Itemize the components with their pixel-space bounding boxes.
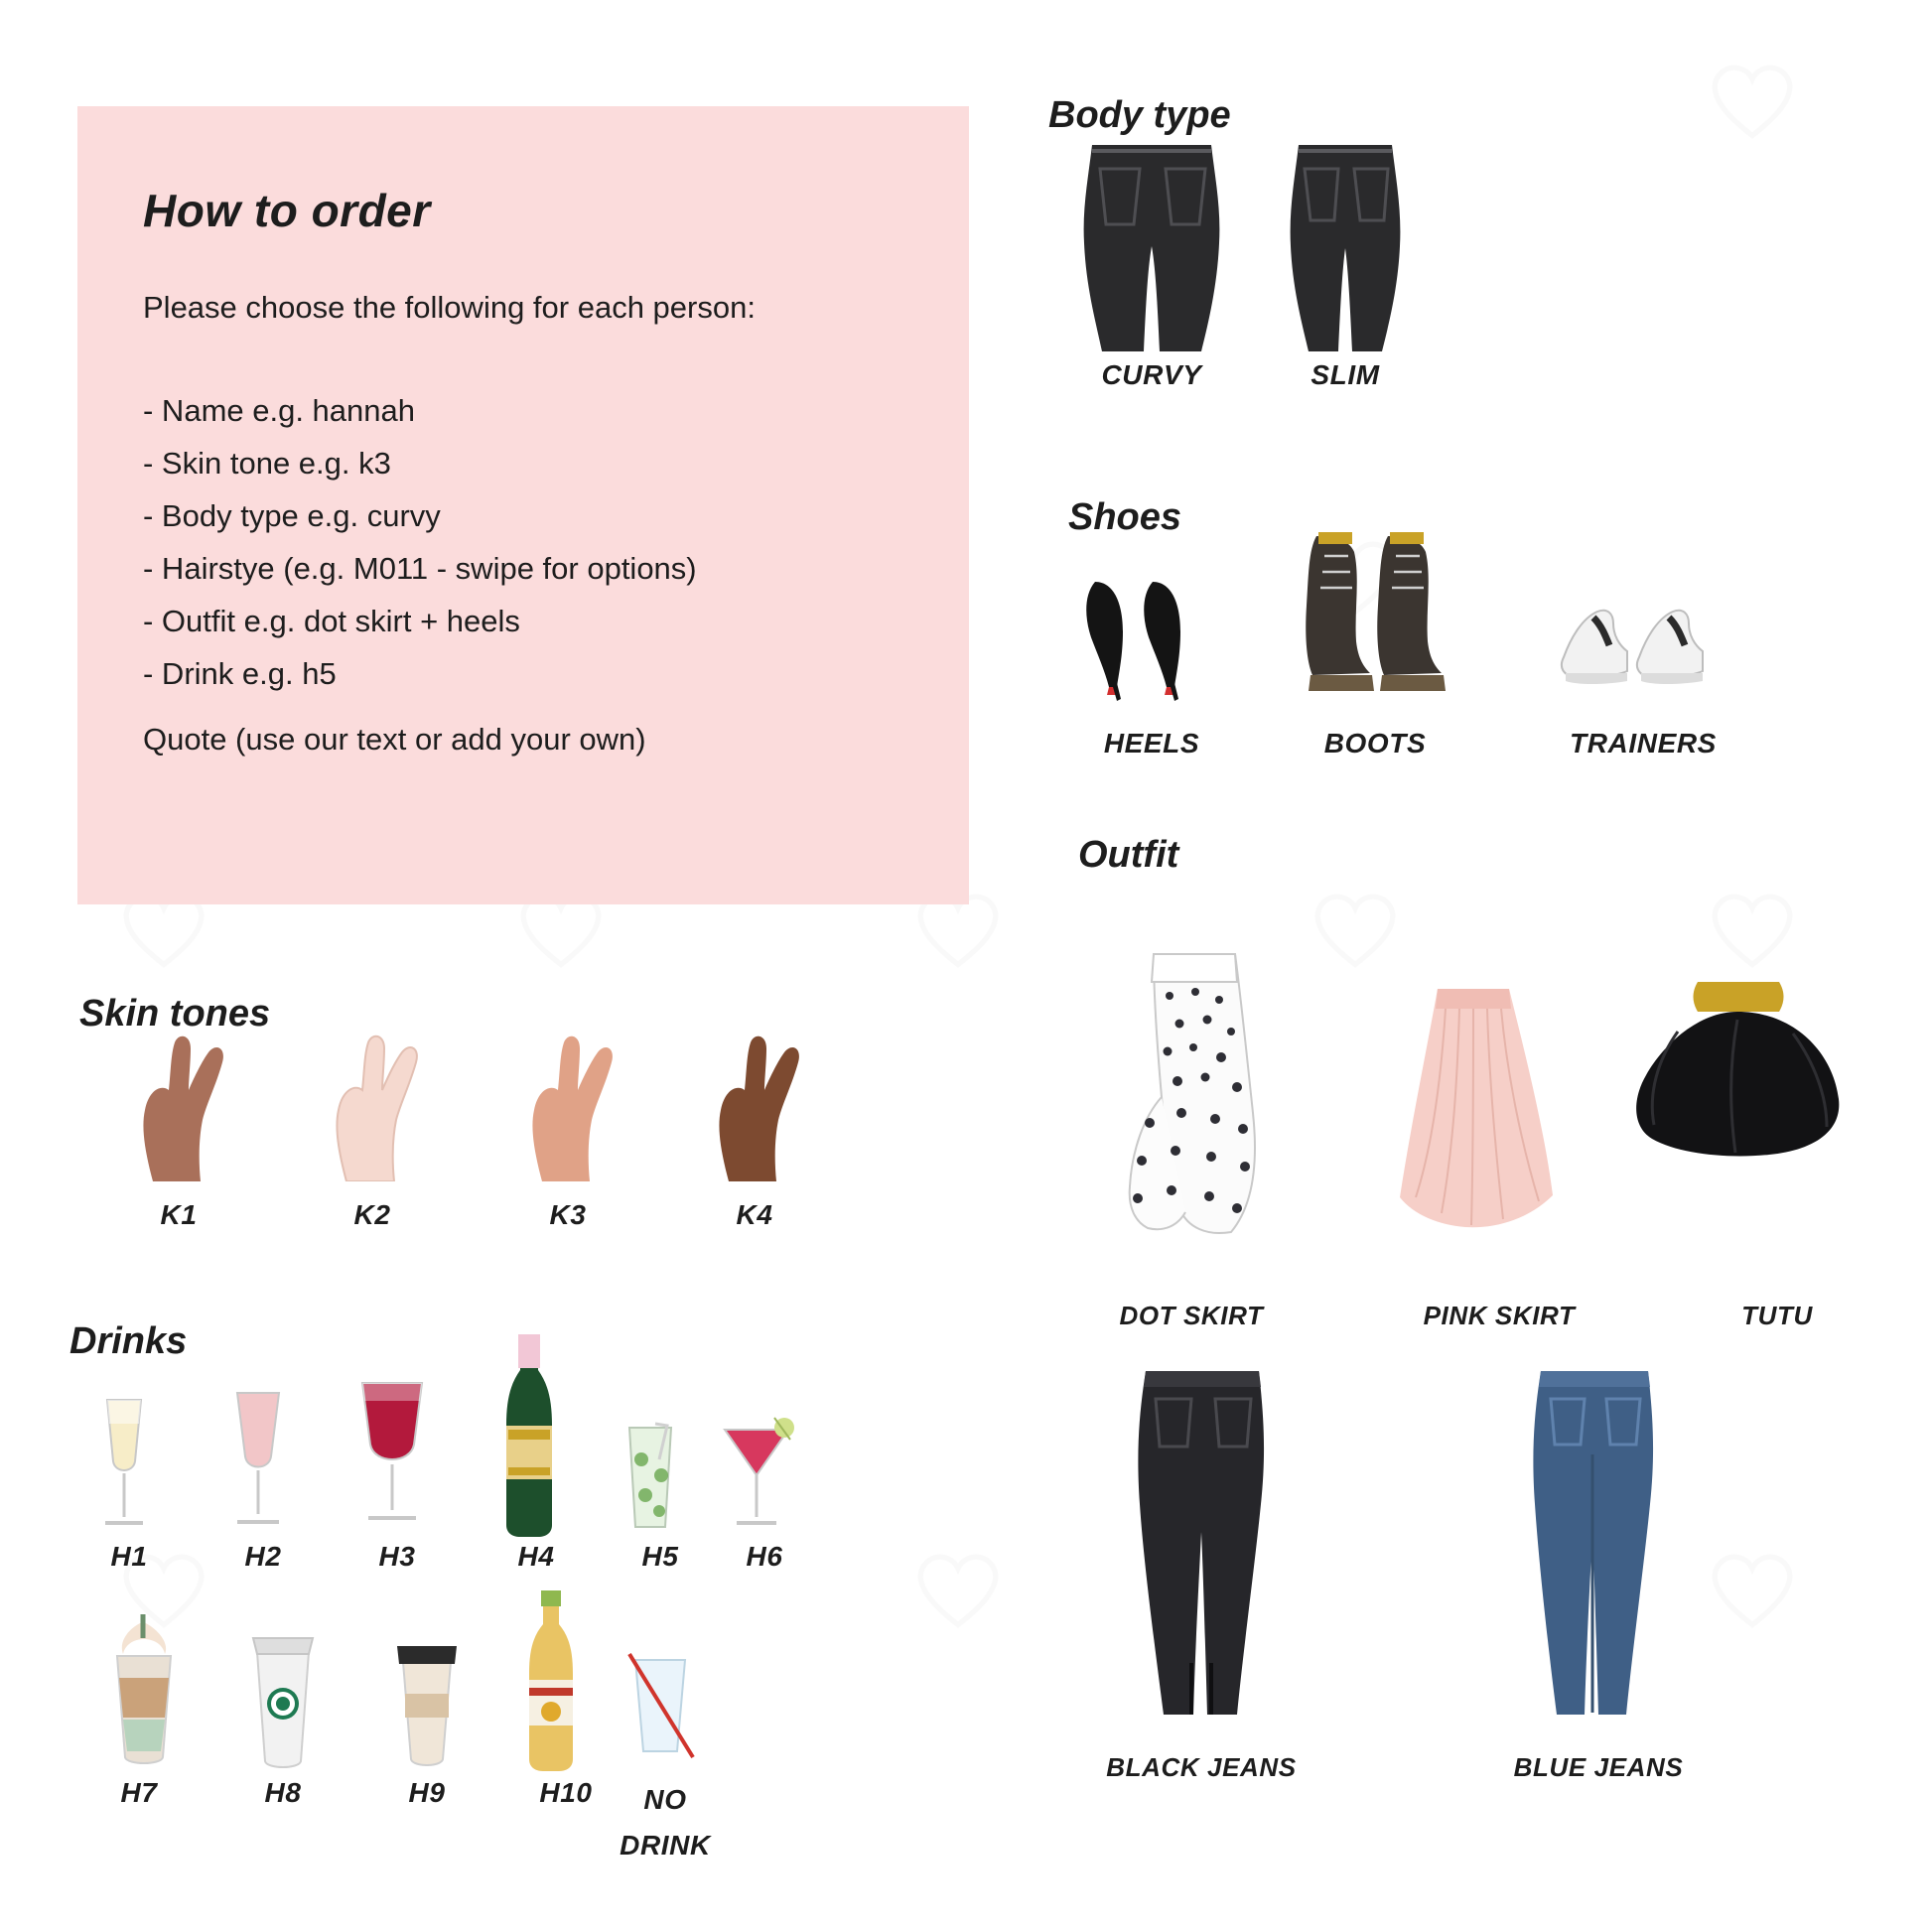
skin-tone-label-k3: K3 xyxy=(549,1199,587,1230)
champagne-bottle-icon[interactable] xyxy=(496,1330,561,1544)
outfit-label-dot-skirt: DOT SKIRT xyxy=(1119,1301,1264,1330)
mojito-glass-icon[interactable] xyxy=(616,1420,685,1539)
drink-label-h2: H2 xyxy=(244,1541,282,1572)
boots-icon[interactable] xyxy=(1291,526,1464,705)
order-item: - Hairstye (e.g. M011 - swipe for options) xyxy=(143,551,697,586)
peace-hand-icon[interactable] xyxy=(313,1033,432,1181)
curvy-jeans-icon[interactable] xyxy=(1062,139,1241,357)
order-item: - Body type e.g. curvy xyxy=(143,498,441,533)
peace-hand-icon[interactable] xyxy=(695,1033,814,1181)
section-heading-outfit: Outfit xyxy=(1078,834,1179,876)
heels-icon[interactable] xyxy=(1077,576,1226,705)
drink-label-h10: H10 xyxy=(539,1777,593,1808)
how-to-order-title: How to order xyxy=(143,185,431,236)
frappuccino-icon[interactable] xyxy=(99,1608,189,1772)
drink-label-h8: H8 xyxy=(264,1777,302,1808)
drink-label-h6: H6 xyxy=(746,1541,783,1572)
drink-label-no-drink: NO DRINK xyxy=(620,1784,711,1861)
shoes-label-boots: BOOTS xyxy=(1323,728,1427,759)
order-item: - Name e.g. hannah xyxy=(143,393,416,428)
pink-skirt-icon[interactable] xyxy=(1380,983,1569,1251)
skin-tone-label-k1: K1 xyxy=(160,1199,198,1230)
drink-label-h3: H3 xyxy=(378,1541,416,1572)
red-wine-glass-icon[interactable] xyxy=(352,1375,432,1539)
skin-tone-label-k4: K4 xyxy=(736,1199,773,1230)
section-heading-body-type: Body type xyxy=(1048,94,1231,136)
section-heading-shoes: Shoes xyxy=(1068,496,1182,538)
order-item: - Skin tone e.g. k3 xyxy=(143,446,391,481)
body-type-label-slim: SLIM xyxy=(1311,359,1380,390)
order-item: - Drink e.g. h5 xyxy=(143,656,337,691)
drink-label-h7: H7 xyxy=(120,1777,158,1808)
outfit-label-black-jeans: BLACK JEANS xyxy=(1106,1752,1297,1782)
iced-coffee-icon[interactable] xyxy=(243,1628,323,1772)
slim-jeans-icon[interactable] xyxy=(1271,139,1420,357)
beer-bottle-icon[interactable] xyxy=(521,1588,581,1777)
how-to-order-list xyxy=(143,384,697,700)
drink-label-h5: H5 xyxy=(641,1541,679,1572)
dot-skirt-icon[interactable] xyxy=(1092,948,1291,1246)
how-to-order-panel xyxy=(77,106,969,904)
cocktail-glass-icon[interactable] xyxy=(715,1410,799,1539)
outfit-label-blue-jeans: BLUE JEANS xyxy=(1513,1752,1684,1782)
heart-watermark-icon xyxy=(1708,60,1797,149)
no-drink-icon[interactable] xyxy=(616,1638,705,1767)
shoes-label-trainers: TRAINERS xyxy=(1570,728,1717,759)
black-jeans-icon[interactable] xyxy=(1112,1365,1291,1723)
shoes-label-heels: HEELS xyxy=(1103,728,1200,759)
drink-label-h1: H1 xyxy=(110,1541,148,1572)
skin-tone-label-k2: K2 xyxy=(353,1199,391,1230)
outfit-label-tutu: TUTU xyxy=(1741,1301,1813,1330)
section-heading-drinks: Drinks xyxy=(69,1320,188,1362)
heart-watermark-icon xyxy=(1708,1549,1797,1638)
section-heading-skin-tones: Skin tones xyxy=(79,993,271,1035)
outfit-label-pink-skirt: PINK SKIRT xyxy=(1423,1301,1576,1330)
tutu-icon[interactable] xyxy=(1618,968,1857,1167)
how-to-order-lead: Please choose the following for each person: xyxy=(143,290,756,325)
heart-watermark-icon xyxy=(913,1549,1003,1638)
hot-coffee-cup-icon[interactable] xyxy=(387,1638,467,1772)
white-wine-glass-icon[interactable] xyxy=(89,1390,159,1539)
trainers-icon[interactable] xyxy=(1554,596,1713,705)
order-item: - Outfit e.g. dot skirt + heels xyxy=(143,604,520,638)
rose-wine-glass-icon[interactable] xyxy=(223,1385,293,1539)
heart-watermark-icon xyxy=(1708,889,1797,978)
blue-jeans-icon[interactable] xyxy=(1509,1365,1678,1723)
drink-label-h9: H9 xyxy=(408,1777,446,1808)
body-type-label-curvy: CURVY xyxy=(1101,359,1202,390)
drink-label-h4: H4 xyxy=(517,1541,555,1572)
peace-hand-icon[interactable] xyxy=(508,1033,627,1181)
heart-watermark-icon xyxy=(1311,889,1400,978)
how-to-order-quote: Quote (use our text or add your own) xyxy=(143,722,646,757)
peace-hand-icon[interactable] xyxy=(119,1033,238,1181)
